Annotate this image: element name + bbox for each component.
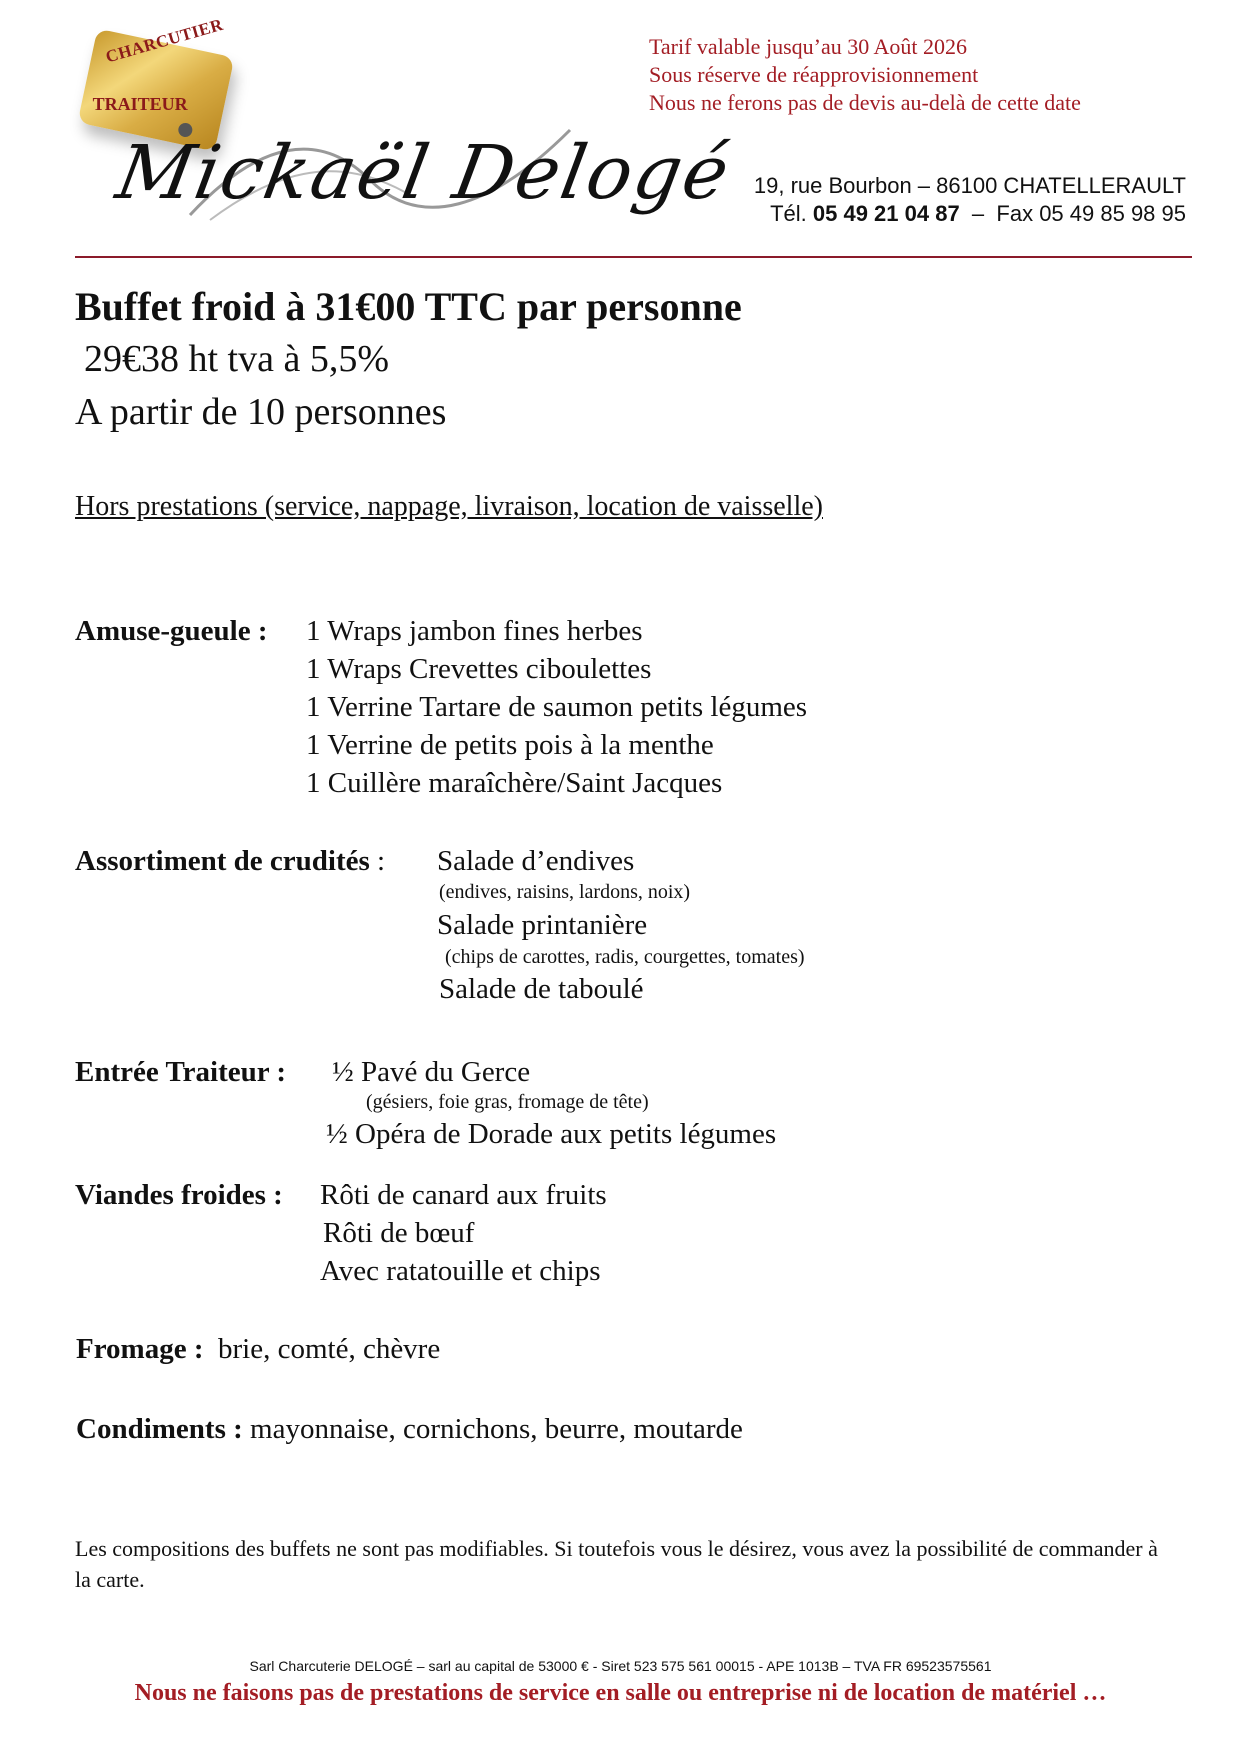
separator: – <box>971 201 985 226</box>
logo-tag-line2: TRAITEUR <box>92 94 188 115</box>
list-item: 1 Cuillère maraîchère/Saint Jacques <box>306 767 723 799</box>
viandes-list <box>320 1176 607 1290</box>
section-label: Viandes froides : <box>75 1179 283 1211</box>
phone-fax-line <box>754 200 1186 228</box>
section-value: mayonnaise, cornichons, beurre, moutarde <box>250 1413 743 1445</box>
section-viandes-froides <box>75 1176 283 1214</box>
exclusions-note: Hors prestations (service, nappage, livraison, location de vaisselle) <box>75 491 823 522</box>
amuse-gueule-list <box>306 612 807 802</box>
section-value: brie, comté, chèvre <box>218 1333 441 1365</box>
section-crudites <box>75 842 385 880</box>
legal-info: Sarl Charcuterie DELOGÉ – sarl au capital de 53000 € - Siret 523 575 561 00015 - APE 1013B – TVA FR 69523575561 <box>249 1658 992 1674</box>
list-item: Rôti de canard aux fruits <box>320 1179 607 1211</box>
service-notice: Nous ne faisons pas de prestations de service en salle ou entreprise ni de location de matériel … <box>134 1680 1107 1706</box>
tel-label: Tél. <box>770 201 807 226</box>
section-entree-traiteur <box>75 1053 286 1091</box>
logo-tag-line1: CHARCUTIER <box>103 14 226 67</box>
list-item: 1 Verrine Tartare de saumon petits légumes <box>306 691 808 723</box>
validity-line: Nous ne ferons pas de devis au-delà de cette date <box>649 90 1081 115</box>
label-colon: : <box>377 845 386 877</box>
section-fromage <box>76 1330 440 1368</box>
section-label: Entrée Traiteur : <box>75 1056 287 1088</box>
section-label: Condiments : <box>76 1413 243 1445</box>
list-item: 1 Verrine de petits pois à la menthe <box>306 729 714 761</box>
list-item: Rôti de bœuf <box>323 1217 475 1249</box>
section-label: Amuse-gueule : <box>75 615 268 647</box>
minimum-guests: A partir de 10 personnes <box>75 391 447 433</box>
brand-signature: Mickaël Delogé <box>110 130 737 216</box>
list-item: Salade d’endives <box>437 845 635 877</box>
validity-notice <box>649 33 1081 117</box>
list-item: ½ Pavé du Gerce <box>332 1056 531 1088</box>
list-item: 1 Wraps jambon fines herbes <box>306 615 643 647</box>
disclaimer: Les compositions des buffets ne sont pas modifiables. Si toutefois vous le désirez, vous avez la possibilité de commander à la carte. <box>75 1536 1158 1592</box>
contact-address <box>754 172 1186 228</box>
page-title: Buffet froid à 31€00 TTC par personne <box>75 284 742 329</box>
list-item: Avec ratatouille et chips <box>320 1255 601 1287</box>
list-item: ½ Opéra de Dorade aux petits légumes <box>326 1118 777 1150</box>
item-detail: (endives, raisins, lardons, noix) <box>439 881 691 903</box>
price-ht: 29€38 ht tva à 5,5% <box>84 338 390 380</box>
street-address: 19, rue Bourbon – 86100 CHATELLERAULT <box>753 173 1186 198</box>
validity-line: Tarif valable jusqu’au 30 Août 2026 <box>649 34 968 59</box>
list-item: 1 Wraps Crevettes ciboulettes <box>306 653 652 685</box>
header-divider <box>75 256 1192 258</box>
list-item: Salade de taboulé <box>439 973 644 1005</box>
item-detail: (chips de carottes, radis, courgettes, tomates) <box>445 946 805 968</box>
list-item: Salade printanière <box>437 909 648 941</box>
section-label: Fromage : <box>76 1333 204 1365</box>
section-amuse-gueule <box>75 612 268 650</box>
section-label: Assortiment de crudités <box>75 845 370 877</box>
section-condiments <box>76 1410 743 1448</box>
item-detail: (gésiers, foie gras, fromage de tête) <box>366 1091 649 1113</box>
tel-number: 05 49 21 04 87 <box>812 201 960 226</box>
validity-line: Sous réserve de réapprovisionnement <box>649 62 979 87</box>
fax-number: Fax 05 49 85 98 95 <box>996 201 1186 226</box>
